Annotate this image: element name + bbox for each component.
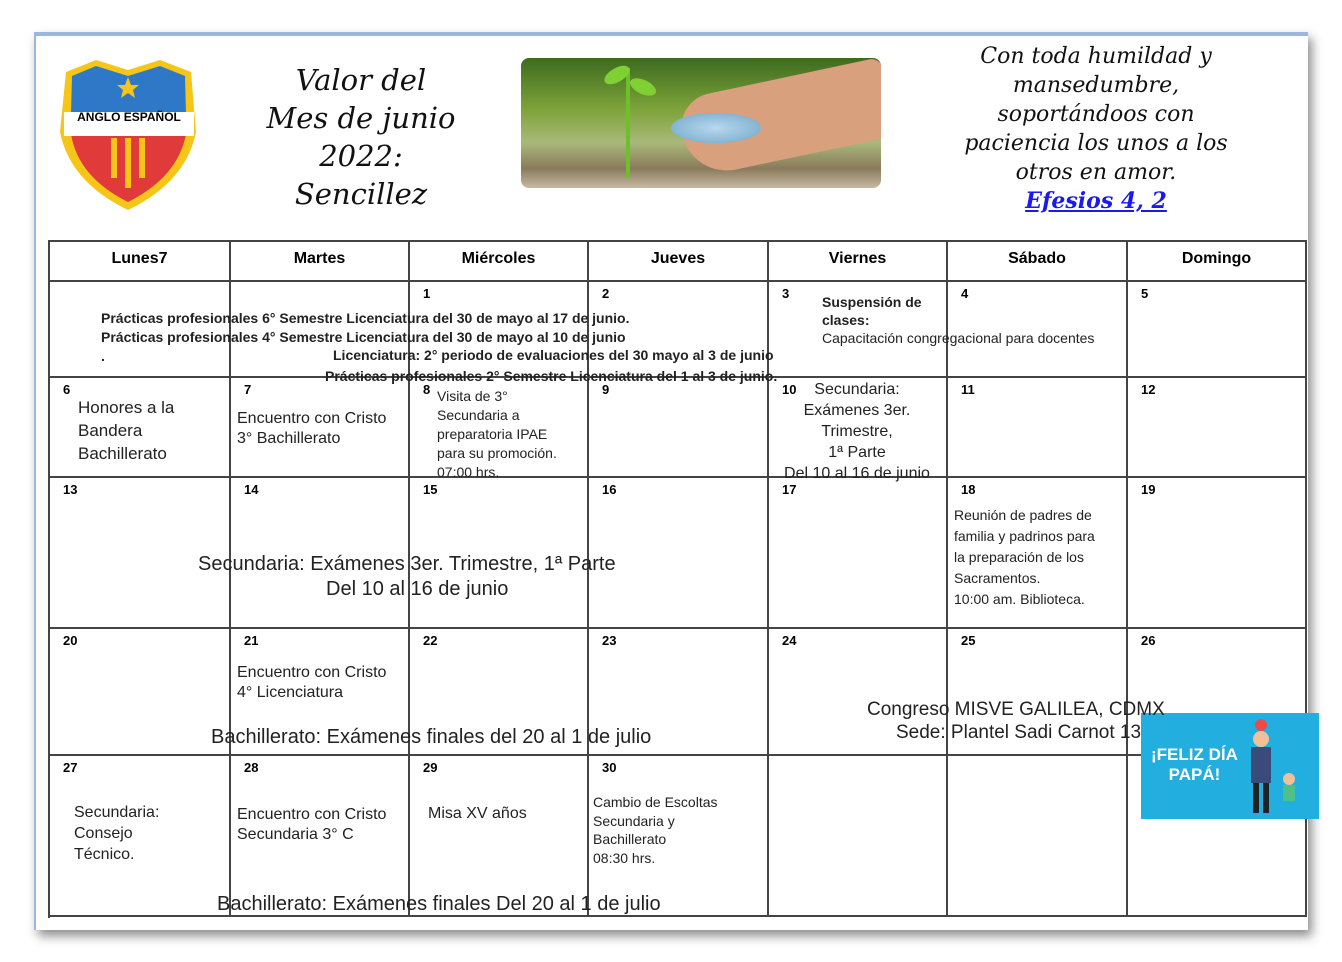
day-header: Domingo	[1128, 242, 1307, 282]
event-overlay-text: Licenciatura: 2° periodo de evaluaciones del 30 mayo al 3 de junio	[333, 347, 774, 363]
day-number: 28	[244, 760, 259, 775]
day-cell[interactable]	[948, 378, 1128, 478]
event-text: 08:30 hrs.	[593, 849, 656, 866]
event-text: Honores a la	[78, 398, 175, 417]
event-overlay-text: Congreso MISVE GALILEA, CDMX	[867, 699, 1165, 720]
calendar-grid	[48, 240, 1307, 918]
event-text: Consejo	[74, 825, 133, 842]
day-number: 16	[602, 482, 617, 497]
event-overlay-text: Del 10 al 16 de junio	[326, 578, 509, 600]
event-overlay-text: Bachillerato: Exámenes finales del 20 al 1 de julio	[211, 726, 652, 748]
day-number: 29	[423, 760, 438, 775]
bible-quote	[926, 42, 1266, 216]
school-logo	[56, 52, 201, 212]
day-header: Miércoles	[410, 242, 589, 282]
day-number: 4	[961, 286, 969, 301]
day-number: 1	[423, 286, 431, 301]
day-header: Martes	[231, 242, 410, 282]
title-line: Valor del	[295, 63, 427, 97]
event-text: clases:	[822, 312, 870, 328]
day-number: 23	[602, 633, 617, 648]
event-text: Trimestre,	[821, 423, 893, 440]
day-cell[interactable]	[50, 629, 231, 756]
day-number: 6	[63, 382, 71, 397]
day-number: 30	[602, 760, 617, 775]
event-text: Encuentro con Cristo	[237, 806, 387, 823]
day-header: Sábado	[948, 242, 1128, 282]
day-number: 14	[244, 482, 259, 497]
event-text: Del 10 al 16 de junio	[784, 465, 930, 482]
event-text: Bandera	[78, 421, 143, 440]
day-number: 20	[63, 633, 78, 648]
event-text: Bachillerato	[593, 831, 667, 847]
day-number: 22	[423, 633, 438, 648]
event-text: Visita de 3°	[437, 388, 508, 404]
banner-line: ¡FELIZ DÍA	[1151, 745, 1238, 764]
event-text: Secundaria a	[437, 407, 520, 423]
day-number: 19	[1141, 482, 1156, 497]
event-text: Sacramentos.	[954, 570, 1041, 586]
day-number: 26	[1141, 633, 1156, 648]
title-line: 2022:	[319, 139, 403, 173]
day-number: 7	[244, 382, 252, 397]
event-text: 10:00 am. Biblioteca.	[954, 591, 1085, 607]
day-cell[interactable]	[769, 478, 948, 629]
day-number: 18	[961, 482, 976, 497]
event-text: Secundaria 3° C	[237, 826, 354, 843]
quote-line: Con toda humildad y	[980, 44, 1212, 69]
event-text: Secundaria:	[814, 381, 900, 398]
event-text: Encuentro con Cristo	[237, 410, 387, 427]
title-line: Mes de junio	[266, 101, 456, 135]
day-number: 25	[961, 633, 976, 648]
event-text: para su promoción.	[437, 445, 557, 461]
seedling-hand-photo	[521, 58, 881, 188]
day-number: 5	[1141, 286, 1149, 301]
quote-line: paciencia los unos a los	[964, 131, 1228, 156]
event-text: Secundaria y	[593, 812, 675, 829]
event-text: Encuentro con Cristo	[237, 664, 387, 681]
event-text: Bachillerato	[78, 444, 167, 463]
day-cell[interactable]	[1128, 478, 1307, 629]
day-number: 24	[782, 633, 797, 648]
day-number: 11	[961, 382, 975, 397]
event-text: 1ª Parte	[828, 444, 886, 461]
day-cell[interactable]	[1128, 282, 1307, 378]
day-number: 2	[602, 286, 610, 301]
day-cell[interactable]	[589, 478, 769, 629]
quote-line: mansedumbre,	[1012, 73, 1180, 98]
logo-text: ANGLO ESPAÑOL	[77, 110, 181, 124]
event-text: Reunión de padres de	[954, 507, 1092, 523]
month-value-title	[236, 61, 486, 213]
event-overlay-text: .	[101, 348, 105, 364]
day-number: 21	[244, 633, 259, 648]
quote-reference-link[interactable]: Efesios 4, 2	[1025, 188, 1167, 214]
event-overlay-text: Capacitación congregacional para docentes	[822, 330, 1095, 346]
event-text: Misa XV años	[428, 805, 527, 822]
event-text: preparatoria IPAE	[437, 426, 548, 442]
day-number: 27	[63, 760, 78, 775]
day-cell[interactable]	[948, 756, 1128, 917]
banner-line: PAPÁ!	[1168, 765, 1221, 784]
event-overlay-text: Sede: Plantel Sadi Carnot 13	[896, 722, 1142, 743]
day-number: 8	[423, 382, 431, 397]
day-cell[interactable]	[589, 378, 769, 478]
event-text: 07:00 hrs.	[437, 464, 500, 480]
event-text: la preparación de los	[954, 549, 1084, 565]
event-text: Exámenes 3er.	[803, 402, 911, 419]
event-text: 4° Licenciatura	[237, 684, 344, 701]
title-line: Sencillez	[294, 177, 428, 211]
day-header: Jueves	[589, 242, 769, 282]
event-overlay-text: Prácticas profesionales 2° Semestre Licenciatura del 1 al 3 de junio.	[325, 368, 778, 384]
calendar-page	[34, 32, 1308, 930]
event-overlay-text: Prácticas profesionales 6° Semestre Licenciatura del 30 de mayo al 17 de junio.	[101, 310, 630, 326]
day-number: 13	[63, 482, 78, 497]
day-number: 10	[782, 382, 797, 397]
event-text: Suspensión de	[822, 294, 922, 310]
event-text: Secundaria:	[74, 804, 160, 821]
quote-line: otros en amor.	[1015, 160, 1177, 185]
event-overlay-text: Secundaria: Exámenes 3er. Trimestre, 1ª Parte	[198, 553, 616, 575]
quote-line: soportándoos con	[997, 102, 1195, 127]
day-header: Viernes	[769, 242, 948, 282]
day-cell[interactable]	[769, 756, 948, 917]
event-text: Técnico.	[74, 846, 135, 863]
day-number: 17	[782, 482, 797, 497]
event-overlay-text: Prácticas profesionales 4° Semestre Licenciatura del 30 de mayo al 10 de junio	[101, 329, 626, 345]
event-text: Cambio de Escoltas	[593, 794, 718, 810]
day-number: 15	[423, 482, 438, 497]
day-header: Lunes7	[50, 242, 231, 282]
event-overlay-text: Bachillerato: Exámenes finales Del 20 al 1 de julio	[217, 893, 661, 915]
day-number: 12	[1141, 382, 1156, 397]
day-number: 3	[782, 286, 790, 301]
event-text: familia y padrinos para	[954, 528, 1095, 544]
event-text: 3° Bachillerato	[237, 430, 341, 447]
day-number: 9	[602, 382, 610, 397]
feliz-dia-papa-banner	[1141, 713, 1319, 819]
